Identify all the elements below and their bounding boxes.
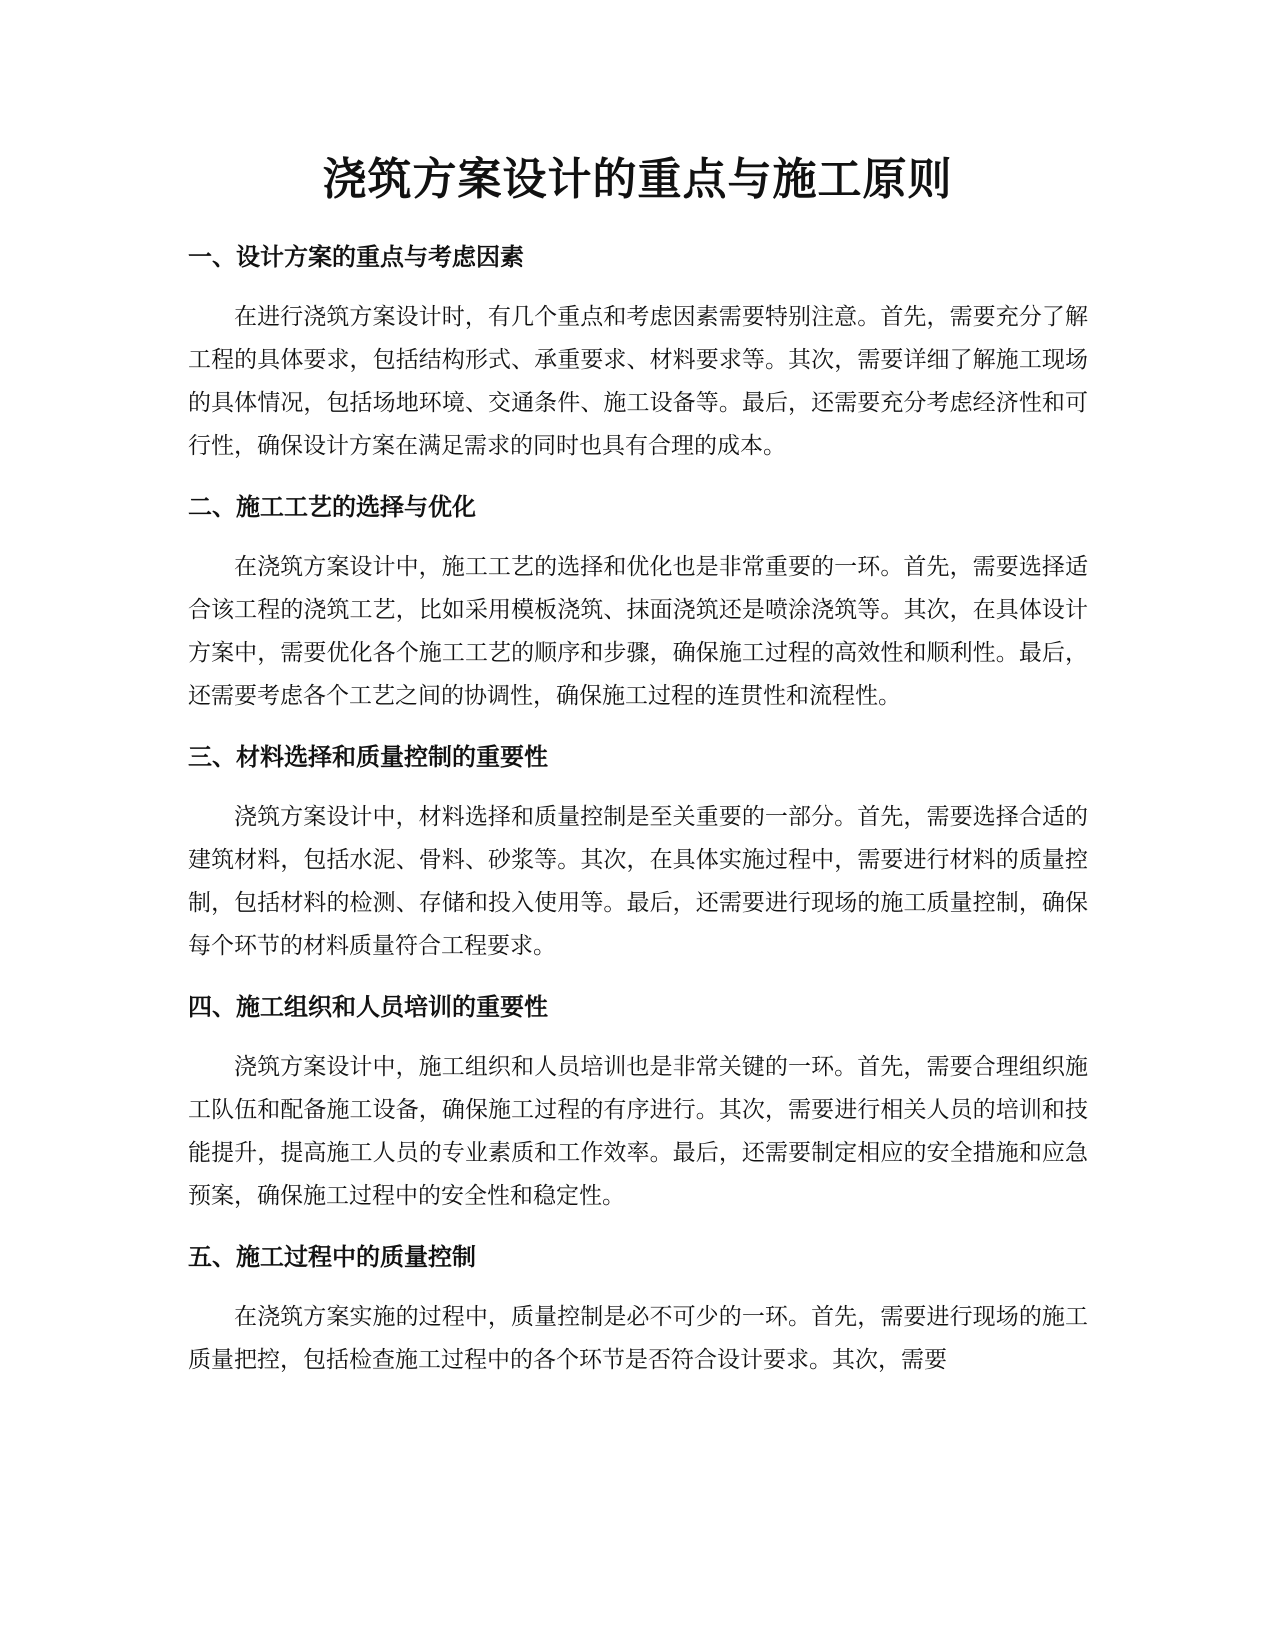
section-heading: 一、设计方案的重点与考虑因素 — [188, 243, 524, 271]
section-paragraph: 浇筑方案设计中，施工组织和人员培训也是非常关键的一环。首先，需要合理组织施工队伍和配备施工设备，确保施工过程的有序进行。其次，需要进行相关人员的培训和技能提升，提高施工人员的专业素质和工作效率。最后，还需要制定相应的安全措施和应急预案，确保施工过程中的安全性和稳定性。 — [188, 1054, 1088, 1209]
section-3 — [188, 740, 1088, 968]
section-paragraph: 在浇筑方案设计中，施工工艺的选择和优化也是非常重要的一环。首先，需要选择适合该工程的浇筑工艺，比如采用模板浇筑、抹面浇筑还是喷涂浇筑等。其次，在具体设计方案中，需要优化各个施工工艺的顺序和步骤，确保施工过程的高效性和顺利性。最后，还需要考虑各个工艺之间的协调性，确保施工过程的连贯性和流程性。 — [188, 554, 1088, 709]
section-5 — [188, 1240, 1088, 1382]
section-heading: 四、施工组织和人员培训的重要性 — [188, 993, 548, 1021]
section-2 — [188, 490, 1088, 718]
section-1 — [188, 240, 1088, 468]
document-title: 浇筑方案设计的重点与施工原则 — [322, 154, 953, 205]
section-paragraph: 在进行浇筑方案设计时，有几个重点和考虑因素需要特别注意。首先，需要充分了解工程的具体要求，包括结构形式、承重要求、材料要求等。其次，需要详细了解施工现场的具体情况，包括场地环境、交通条件、施工设备等。最后，还需要充分考虑经济性和可行性，确保设计方案在满足需求的同时也具有合理的成本。 — [188, 304, 1088, 459]
section-heading: 五、施工过程中的质量控制 — [188, 1243, 476, 1271]
document-body — [188, 240, 1088, 1404]
section-4 — [188, 990, 1088, 1218]
section-heading: 二、施工工艺的选择与优化 — [188, 493, 476, 521]
section-paragraph: 浇筑方案设计中，材料选择和质量控制是至关重要的一部分。首先，需要选择合适的建筑材料，包括水泥、骨料、砂浆等。其次，在具体实施过程中，需要进行材料的质量控制，包括材料的检测、存储和投入使用等。最后，还需要进行现场的施工质量控制，确保每个环节的材料质量符合工程要求。 — [188, 804, 1088, 959]
section-paragraph: 在浇筑方案实施的过程中，质量控制是必不可少的一环。首先，需要进行现场的施工质量把控，包括检查施工过程中的各个环节是否符合设计要求。其次，需要 — [188, 1304, 1088, 1373]
section-heading: 三、材料选择和质量控制的重要性 — [188, 743, 548, 771]
